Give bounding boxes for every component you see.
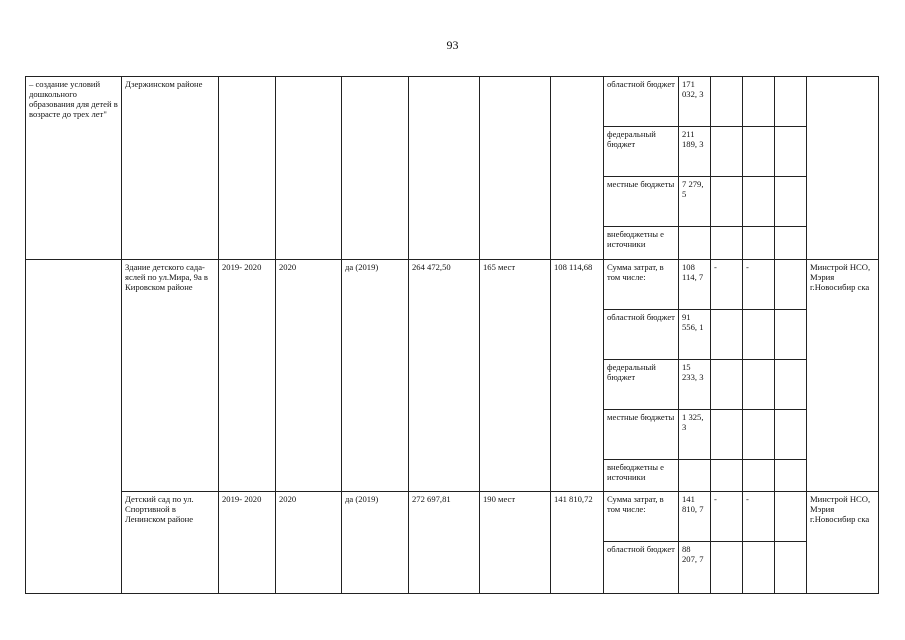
project-cost: 264 472,50: [409, 260, 480, 492]
empty-cell: [775, 360, 807, 410]
project-design: [342, 77, 409, 260]
funding-value-federal: 15 233, 3: [679, 360, 711, 410]
table-row: [26, 77, 879, 127]
funding-label-extrabudget: внебюджетны е источники: [604, 227, 679, 260]
funding-label-regional: областной бюджет: [604, 77, 679, 127]
funding-value-extrabudget: [679, 460, 711, 492]
dash-value: -: [743, 260, 775, 310]
project-capacity: 190 мест: [480, 492, 551, 594]
project-capacity: 165 мест: [480, 260, 551, 492]
empty-cell: [775, 77, 807, 127]
empty-cell: [775, 260, 807, 310]
project-design: да (2019): [342, 492, 409, 594]
project-responsible: [807, 77, 879, 260]
funding-value-local: 7 279, 5: [679, 177, 711, 227]
empty-cell: [743, 310, 775, 360]
funding-value-total: 141 810, 7: [679, 492, 711, 542]
empty-cell: [743, 410, 775, 460]
empty-cell: [743, 177, 775, 227]
empty-cell: [26, 260, 122, 594]
page-number: 93: [446, 38, 459, 52]
funding-label-regional: областной бюджет: [604, 310, 679, 360]
table-row: [26, 260, 879, 310]
funding-value-local: 1 325, 3: [679, 410, 711, 460]
empty-cell: [775, 177, 807, 227]
empty-cell: [711, 410, 743, 460]
project-year: 2020: [276, 492, 342, 594]
funding-label-local: местные бюджеты: [604, 177, 679, 227]
empty-cell: [711, 227, 743, 260]
funding-value-regional: 88 207, 7: [679, 542, 711, 594]
empty-cell: [775, 227, 807, 260]
project-year: 2020: [276, 260, 342, 492]
empty-cell: [743, 77, 775, 127]
project-name: Дзержинском районе: [122, 77, 219, 260]
funding-label-regional: областной бюджет: [604, 542, 679, 594]
empty-cell: [711, 77, 743, 127]
funding-value-federal: 211 189, 3: [679, 127, 711, 177]
funding-label-federal: федеральный бюджет: [604, 127, 679, 177]
intro-cell: – создание условий дошкольного образования для детей в возрасте до трех лет": [26, 77, 122, 260]
dash-value: -: [743, 492, 775, 542]
dash-value: -: [711, 492, 743, 542]
empty-cell: [743, 127, 775, 177]
project-period: 2019- 2020: [219, 260, 276, 492]
empty-cell: [775, 492, 807, 542]
empty-cell: [743, 360, 775, 410]
empty-cell: [711, 542, 743, 594]
funding-label-total: Сумма затрат, в том числе:: [604, 260, 679, 310]
empty-cell: [711, 177, 743, 227]
empty-cell: [743, 227, 775, 260]
funding-value-extrabudget: [679, 227, 711, 260]
project-period: 2019- 2020: [219, 492, 276, 594]
empty-cell: [711, 127, 743, 177]
investment-projects-table: [25, 76, 879, 594]
empty-cell: [775, 410, 807, 460]
project-cost: [409, 77, 480, 260]
empty-cell: [775, 310, 807, 360]
project-cost: 272 697,81: [409, 492, 480, 594]
project-design: да (2019): [342, 260, 409, 492]
project-allocated: [551, 77, 604, 260]
project-responsible: Минстрой НСО, Мэрия г.Новосибир ска: [807, 492, 879, 594]
funding-label-local: местные бюджеты: [604, 410, 679, 460]
funding-label-extrabudget: внебюджетны е источники: [604, 460, 679, 492]
project-name: Здание детского сада-яслей по ул.Мира, 9а в Кировском районе: [122, 260, 219, 492]
empty-cell: [711, 310, 743, 360]
funding-label-federal: федеральный бюджет: [604, 360, 679, 410]
table-row: [26, 492, 879, 542]
project-year: [276, 77, 342, 260]
funding-value-total: 108 114, 7: [679, 260, 711, 310]
project-allocated: 108 114,68: [551, 260, 604, 492]
empty-cell: [711, 360, 743, 410]
project-period: [219, 77, 276, 260]
project-name: Детский сад по ул. Спортивной в Ленинском районе: [122, 492, 219, 594]
project-responsible: Минстрой НСО, Мэрия г.Новосибир ска: [807, 260, 879, 492]
project-capacity: [480, 77, 551, 260]
funding-value-regional: 91 556, 1: [679, 310, 711, 360]
project-allocated: 141 810,72: [551, 492, 604, 594]
empty-cell: [775, 127, 807, 177]
empty-cell: [711, 460, 743, 492]
empty-cell: [775, 460, 807, 492]
funding-label-total: Сумма затрат, в том числе:: [604, 492, 679, 542]
empty-cell: [743, 542, 775, 594]
empty-cell: [775, 542, 807, 594]
funding-value-regional: 171 032, 3: [679, 77, 711, 127]
dash-value: -: [711, 260, 743, 310]
empty-cell: [743, 460, 775, 492]
